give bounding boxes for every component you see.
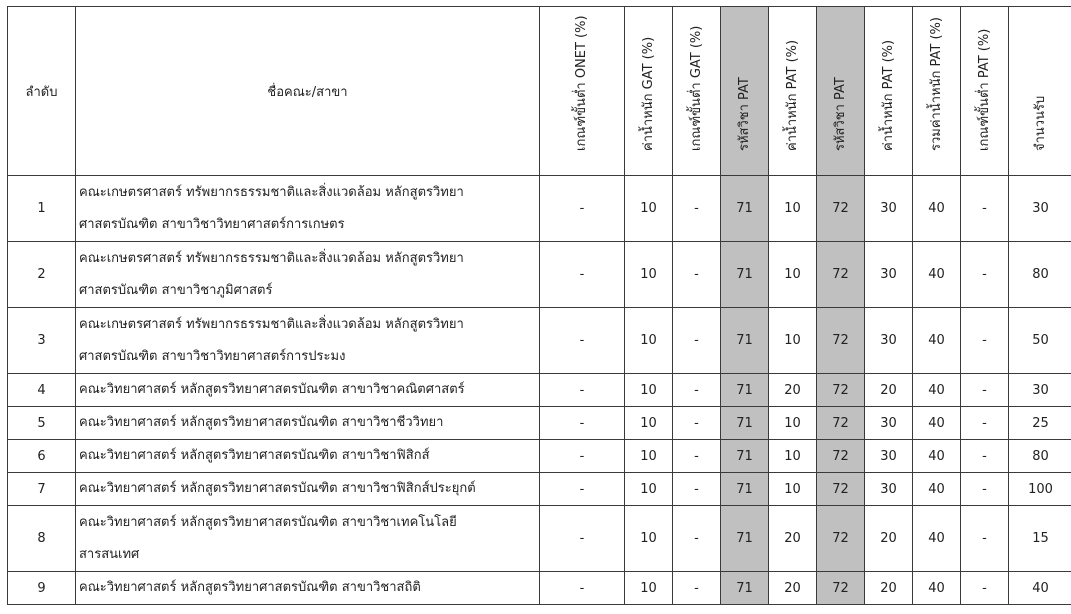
cell-total-weight-pat: 40: [913, 440, 961, 473]
cell-seats: 40: [1009, 572, 1071, 605]
cell-order: 5: [8, 407, 76, 440]
table-row: [8, 242, 1071, 308]
header-row: [8, 7, 1071, 176]
program-name-line-2: ศาสตรบัณฑิต สาขาวิชาวิทยาศาสตร์การประมง: [79, 348, 346, 364]
header-min-gat: [673, 7, 721, 176]
header-weight-pat-1-label: ค่าน้ำหนัก PAT (%): [784, 39, 800, 151]
cell-name: [76, 374, 540, 407]
table-row: [8, 506, 1071, 572]
program-name-line-1: คณะวิทยาศาสตร์ หลักสูตรวิทยาศาสตรบัณฑิต สาขาวิชาชีววิทยา: [79, 415, 444, 430]
cell-pat-code-1: 71: [721, 176, 769, 242]
header-pat-code-1: [721, 7, 769, 176]
cell-seats: 30: [1009, 374, 1071, 407]
cell-name: [76, 440, 540, 473]
cell-order: 4: [8, 374, 76, 407]
cell-min-onet: -: [540, 242, 625, 308]
program-name-line-1: คณะวิทยาศาสตร์ หลักสูตรวิทยาศาสตรบัณฑิต สาขาวิชาสถิติ: [79, 580, 421, 595]
cell-pat-code-2: 72: [817, 572, 865, 605]
cell-total-weight-pat: 40: [913, 242, 961, 308]
cell-weight-pat-2: 30: [865, 407, 913, 440]
cell-weight-pat-1: 10: [769, 176, 817, 242]
cell-pat-code-1: 71: [721, 308, 769, 374]
header-seats: [1009, 7, 1071, 176]
table-row: [8, 374, 1071, 407]
header-total-weight-pat: [913, 7, 961, 176]
cell-weight-pat-2: 30: [865, 242, 913, 308]
cell-min-pat: -: [961, 374, 1009, 407]
cell-min-gat: -: [673, 473, 721, 506]
cell-min-gat: -: [673, 440, 721, 473]
header-name: ชื่อคณะ/สาขา: [76, 7, 540, 176]
cell-min-onet: -: [540, 572, 625, 605]
cell-min-gat: -: [673, 506, 721, 572]
program-name-line-1: คณะวิทยาศาสตร์ หลักสูตรวิทยาศาสตรบัณฑิต สาขาวิชาเทคโนโลยี: [79, 514, 457, 530]
cell-total-weight-pat: 40: [913, 374, 961, 407]
cell-min-gat: -: [673, 572, 721, 605]
cell-seats: 30: [1009, 176, 1071, 242]
cell-order: 7: [8, 473, 76, 506]
cell-pat-code-2: 72: [817, 473, 865, 506]
cell-min-onet: -: [540, 407, 625, 440]
cell-weight-pat-2: 30: [865, 473, 913, 506]
header-min-gat-label: เกณฑ์ขั้นต่ำ GAT (%): [688, 25, 704, 151]
cell-weight-gat: 10: [625, 440, 673, 473]
cell-min-pat: -: [961, 473, 1009, 506]
cell-weight-pat-1: 10: [769, 308, 817, 374]
header-weight-pat-1: [769, 7, 817, 176]
cell-pat-code-2: 72: [817, 440, 865, 473]
cell-name: [76, 242, 540, 308]
header-min-onet: [540, 7, 625, 176]
cell-min-pat: -: [961, 572, 1009, 605]
cell-pat-code-2: 72: [817, 242, 865, 308]
table-row: [8, 176, 1071, 242]
cell-seats: 50: [1009, 308, 1071, 374]
cell-min-onet: -: [540, 374, 625, 407]
program-name-line-1: คณะวิทยาศาสตร์ หลักสูตรวิทยาศาสตรบัณฑิต สาขาวิชาคณิตศาสตร์: [79, 382, 465, 397]
cell-name: [76, 176, 540, 242]
table-row: [8, 572, 1071, 605]
cell-weight-pat-2: 30: [865, 176, 913, 242]
cell-weight-gat: 10: [625, 176, 673, 242]
cell-min-pat: -: [961, 308, 1009, 374]
cell-pat-code-2: 72: [817, 506, 865, 572]
cell-min-onet: -: [540, 176, 625, 242]
cell-pat-code-2: 72: [817, 407, 865, 440]
cell-pat-code-2: 72: [817, 374, 865, 407]
cell-seats: 80: [1009, 440, 1071, 473]
header-total-weight-pat-label: รวมค่าน้ำหนัก PAT (%): [928, 17, 944, 151]
program-name-line-2: ศาสตรบัณฑิต สาขาวิชาภูมิศาสตร์: [79, 282, 273, 298]
cell-weight-pat-2: 20: [865, 506, 913, 572]
cell-weight-gat: 10: [625, 473, 673, 506]
header-order: ลำดับ: [8, 7, 76, 176]
cell-weight-pat-2: 30: [865, 440, 913, 473]
cell-min-gat: -: [673, 407, 721, 440]
header-weight-pat-2-label: ค่าน้ำหนัก PAT (%): [880, 39, 896, 151]
cell-total-weight-pat: 40: [913, 572, 961, 605]
cell-weight-pat-1: 20: [769, 572, 817, 605]
cell-weight-pat-1: 10: [769, 242, 817, 308]
cell-seats: 80: [1009, 242, 1071, 308]
cell-min-pat: -: [961, 176, 1009, 242]
cell-seats: 25: [1009, 407, 1071, 440]
cell-min-gat: -: [673, 374, 721, 407]
cell-min-onet: -: [540, 506, 625, 572]
cell-order: 2: [8, 242, 76, 308]
cell-weight-pat-2: 20: [865, 572, 913, 605]
cell-weight-pat-1: 10: [769, 473, 817, 506]
cell-weight-pat-1: 10: [769, 440, 817, 473]
cell-total-weight-pat: 40: [913, 308, 961, 374]
cell-min-onet: -: [540, 440, 625, 473]
cell-weight-gat: 10: [625, 572, 673, 605]
header-pat-code-1-label: รหัสวิชา PAT: [736, 77, 752, 151]
cell-total-weight-pat: 40: [913, 506, 961, 572]
header-min-onet-label: เกณฑ์ขั้นต่ำ ONET (%): [574, 15, 589, 151]
header-weight-gat: [625, 7, 673, 176]
table-row: [8, 440, 1071, 473]
cell-min-pat: -: [961, 242, 1009, 308]
program-name-line-2: ศาสตรบัณฑิต สาขาวิชาวิทยาศาสตร์การเกษตร: [79, 216, 345, 232]
cell-pat-code-1: 71: [721, 506, 769, 572]
admission-criteria-table: [7, 6, 1071, 605]
header-pat-code-2: [817, 7, 865, 176]
cell-order: 8: [8, 506, 76, 572]
header-weight-gat-label: ค่าน้ำหนัก GAT (%): [640, 36, 656, 151]
program-name-line-1: คณะเกษตรศาสตร์ ทรัพยากรธรรมชาติและสิ่งแวดล้อม หลักสูตรวิทยา: [79, 316, 464, 332]
cell-pat-code-1: 71: [721, 572, 769, 605]
cell-min-onet: -: [540, 308, 625, 374]
cell-name: [76, 308, 540, 374]
cell-weight-pat-2: 20: [865, 374, 913, 407]
cell-order: 9: [8, 572, 76, 605]
cell-order: 1: [8, 176, 76, 242]
header-min-pat-label: เกณฑ์ขั้นต่ำ PAT (%): [976, 28, 992, 151]
cell-min-gat: -: [673, 308, 721, 374]
cell-pat-code-1: 71: [721, 407, 769, 440]
cell-weight-gat: 10: [625, 506, 673, 572]
cell-pat-code-1: 71: [721, 473, 769, 506]
cell-name: [76, 572, 540, 605]
cell-seats: 15: [1009, 506, 1071, 572]
cell-weight-gat: 10: [625, 374, 673, 407]
cell-min-pat: -: [961, 407, 1009, 440]
cell-name: [76, 506, 540, 572]
cell-order: 3: [8, 308, 76, 374]
header-min-pat: [961, 7, 1009, 176]
cell-order: 6: [8, 440, 76, 473]
header-seats-label: จำนวนรับ: [1032, 95, 1048, 151]
cell-total-weight-pat: 40: [913, 407, 961, 440]
cell-weight-gat: 10: [625, 308, 673, 374]
header-weight-pat-2: [865, 7, 913, 176]
cell-min-onet: -: [540, 473, 625, 506]
cell-name: [76, 407, 540, 440]
program-name-line-1: คณะวิทยาศาสตร์ หลักสูตรวิทยาศาสตรบัณฑิต สาขาวิชาฟิสิกส์: [79, 448, 430, 463]
cell-weight-pat-1: 20: [769, 506, 817, 572]
cell-weight-gat: 10: [625, 242, 673, 308]
cell-pat-code-1: 71: [721, 242, 769, 308]
program-name-line-1: คณะเกษตรศาสตร์ ทรัพยากรธรรมชาติและสิ่งแวดล้อม หลักสูตรวิทยา: [79, 250, 464, 266]
cell-seats: 100: [1009, 473, 1071, 506]
cell-min-pat: -: [961, 506, 1009, 572]
cell-pat-code-2: 72: [817, 308, 865, 374]
cell-weight-gat: 10: [625, 407, 673, 440]
cell-total-weight-pat: 40: [913, 176, 961, 242]
cell-total-weight-pat: 40: [913, 473, 961, 506]
table-row: [8, 407, 1071, 440]
cell-pat-code-1: 71: [721, 440, 769, 473]
cell-weight-pat-1: 20: [769, 374, 817, 407]
program-name-line-2: สารสนเทศ: [79, 546, 140, 562]
cell-weight-pat-1: 10: [769, 407, 817, 440]
header-pat-code-2-label: รหัสวิชา PAT: [832, 77, 848, 151]
program-name-line-1: คณะเกษตรศาสตร์ ทรัพยากรธรรมชาติและสิ่งแวดล้อม หลักสูตรวิทยา: [79, 184, 464, 200]
cell-pat-code-2: 72: [817, 176, 865, 242]
cell-name: [76, 473, 540, 506]
cell-min-gat: -: [673, 242, 721, 308]
program-name-line-1: คณะวิทยาศาสตร์ หลักสูตรวิทยาศาสตรบัณฑิต สาขาวิชาฟิสิกส์ประยุกต์: [79, 481, 476, 496]
cell-min-pat: -: [961, 440, 1009, 473]
table-row: [8, 308, 1071, 374]
cell-weight-pat-2: 30: [865, 308, 913, 374]
table-row: [8, 473, 1071, 506]
cell-pat-code-1: 71: [721, 374, 769, 407]
cell-min-gat: -: [673, 176, 721, 242]
